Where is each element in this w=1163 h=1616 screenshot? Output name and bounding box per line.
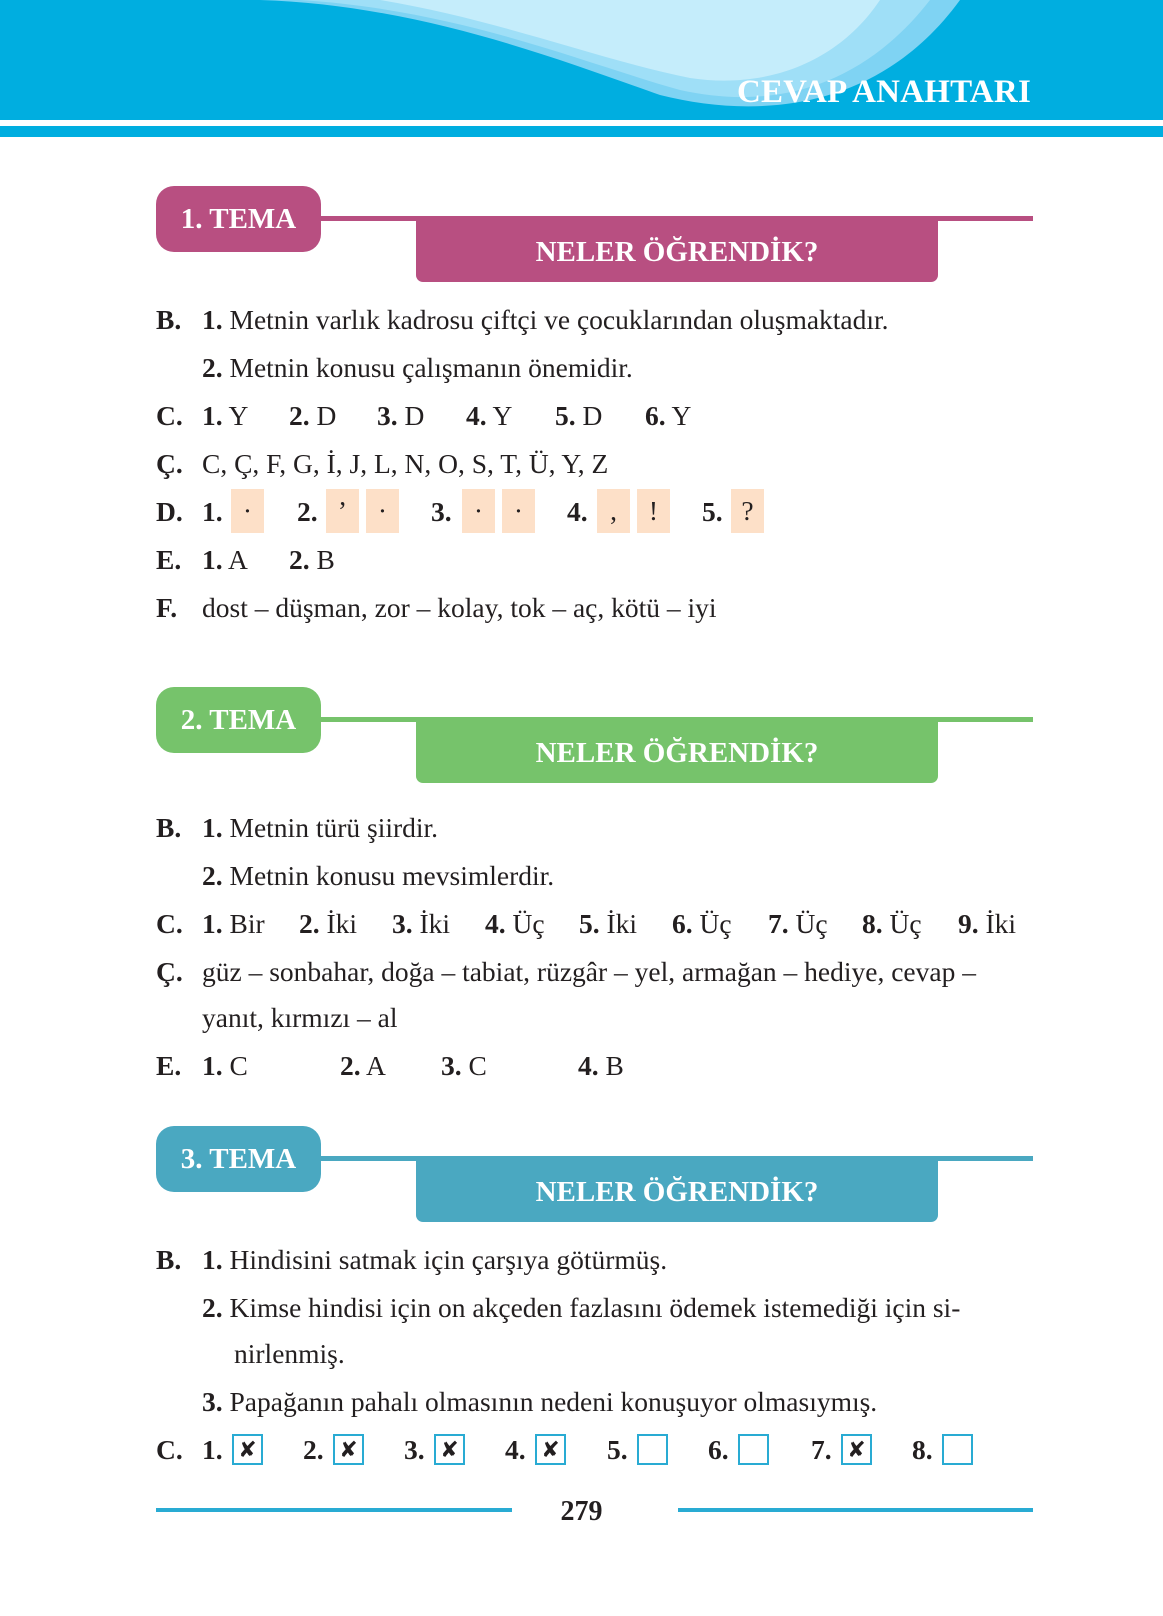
item-number: 3. bbox=[441, 1050, 462, 1081]
item-number: 1. bbox=[202, 1434, 223, 1465]
tema1-f-label: F. bbox=[156, 592, 178, 623]
tema2-header bbox=[0, 687, 1163, 787]
punctuation-box: , bbox=[597, 489, 630, 533]
answer-value: B bbox=[316, 544, 335, 575]
item-number: 4. bbox=[485, 908, 506, 939]
item-number: 2. bbox=[289, 544, 310, 575]
tema1-heading: NELER ÖĞRENDİK? bbox=[416, 216, 938, 282]
header-title: CEVAP ANAHTARI bbox=[736, 74, 1031, 110]
item-number: 1. bbox=[202, 304, 223, 335]
item-number: 2. bbox=[299, 908, 320, 939]
answer-text: Metnin konusu mevsimlerdir. bbox=[229, 860, 555, 891]
answer-text: Hindisini satmak için çarşıya götürmüş. bbox=[229, 1244, 668, 1275]
punctuation-box: · bbox=[462, 489, 495, 533]
item-number: 6. bbox=[708, 1434, 729, 1465]
item-number: 4. bbox=[505, 1434, 526, 1465]
answer-value: Y bbox=[671, 400, 692, 431]
item-number: 4. bbox=[578, 1050, 599, 1081]
tema2-b-label: B. bbox=[156, 812, 182, 843]
answer-value: D bbox=[582, 400, 603, 431]
item-number: 8. bbox=[912, 1434, 933, 1465]
page-header bbox=[0, 0, 1163, 145]
tema1-header bbox=[0, 186, 1163, 286]
answer-value: İki bbox=[985, 908, 1017, 939]
answer-value: Üç bbox=[889, 908, 922, 939]
answer-value: B bbox=[605, 1050, 624, 1081]
item-number: 3. bbox=[377, 400, 398, 431]
item-number: 1. bbox=[202, 400, 223, 431]
answer-value: C bbox=[468, 1050, 487, 1081]
answer-text: Kimse hindisi için on akçeden fazlasını ödemek istemediği için si- bbox=[229, 1292, 961, 1323]
empty-box bbox=[942, 1434, 973, 1465]
cross-mark-box: ✘ bbox=[333, 1434, 364, 1465]
item-number: 1. bbox=[202, 908, 223, 939]
punctuation-box: · bbox=[502, 489, 535, 533]
answer-value: İki bbox=[606, 908, 638, 939]
item-number: 8. bbox=[862, 908, 883, 939]
tema3-label: 3. TEMA bbox=[156, 1126, 321, 1192]
empty-box bbox=[738, 1434, 769, 1465]
tema2-e-label: E. bbox=[156, 1050, 182, 1081]
item-number: 5. bbox=[555, 400, 576, 431]
tema1-label: 1. TEMA bbox=[156, 186, 321, 252]
cross-mark-box: ✘ bbox=[434, 1434, 465, 1465]
answer-value: Bir bbox=[229, 908, 265, 939]
tema2-cc-label: Ç. bbox=[156, 956, 183, 987]
item-number: 2. bbox=[303, 1434, 324, 1465]
item-number: 6. bbox=[645, 400, 666, 431]
item-number: 4. bbox=[466, 400, 487, 431]
item-number: 2. bbox=[340, 1050, 361, 1081]
item-number: 1. bbox=[202, 1050, 223, 1081]
item-number: 4. bbox=[567, 496, 588, 527]
tema3-b-label: B. bbox=[156, 1244, 182, 1275]
item-number: 7. bbox=[811, 1434, 832, 1465]
tema1-d-label: D. bbox=[156, 496, 183, 527]
item-number: 3. bbox=[431, 496, 452, 527]
tema1-cc-label: Ç. bbox=[156, 448, 183, 479]
header-wave-graphic bbox=[0, 0, 1163, 145]
answer-value: Üç bbox=[699, 908, 732, 939]
tema2-c-label: C. bbox=[156, 908, 183, 939]
item-number: 3. bbox=[202, 1386, 223, 1417]
cross-mark-box: ✘ bbox=[232, 1434, 263, 1465]
item-number: 1. bbox=[202, 496, 223, 527]
answer-value: İki bbox=[326, 908, 358, 939]
tema3-header bbox=[0, 1126, 1163, 1226]
punctuation-box: · bbox=[366, 489, 399, 533]
item-number: 5. bbox=[607, 1434, 628, 1465]
answer-text: Metnin türü şiirdir. bbox=[229, 812, 439, 843]
item-number: 1. bbox=[202, 812, 223, 843]
item-number: 2. bbox=[202, 1292, 223, 1323]
answer-value: Üç bbox=[795, 908, 828, 939]
tema1-e-label: E. bbox=[156, 544, 182, 575]
item-number: 5. bbox=[579, 908, 600, 939]
tema2-heading: NELER ÖĞRENDİK? bbox=[416, 717, 938, 783]
punctuation-box: ’ bbox=[326, 489, 359, 533]
empty-box bbox=[637, 1434, 668, 1465]
answer-value: C bbox=[229, 1050, 248, 1081]
item-number: 7. bbox=[768, 908, 789, 939]
answer-value: D bbox=[316, 400, 337, 431]
answer-value: Y bbox=[228, 400, 249, 431]
answer-text: C, Ç, F, G, İ, J, L, N, O, S, T, Ü, Y, Z bbox=[202, 448, 609, 479]
tema1-b-label: B. bbox=[156, 304, 182, 335]
tema1-c-label: C. bbox=[156, 400, 183, 431]
cross-mark-box: ✘ bbox=[841, 1434, 872, 1465]
punctuation-box: · bbox=[231, 489, 264, 533]
cross-mark-box: ✘ bbox=[535, 1434, 566, 1465]
tema2-label: 2. TEMA bbox=[156, 687, 321, 753]
item-number: 3. bbox=[404, 1434, 425, 1465]
answer-text: Metnin varlık kadrosu çiftçi ve çocuklarından oluşmaktadır. bbox=[229, 304, 889, 335]
punctuation-box: ? bbox=[731, 489, 764, 533]
answer-text: güz – sonbahar, doğa – tabiat, rüzgâr – yel, armağan – hediye, cevap – bbox=[202, 956, 976, 987]
answer-text: dost – düşman, zor – kolay, tok – aç, kötü – iyi bbox=[202, 592, 717, 623]
item-number: 6. bbox=[672, 908, 693, 939]
answer-value: İki bbox=[419, 908, 451, 939]
answer-value: D bbox=[404, 400, 425, 431]
item-number: 2. bbox=[202, 860, 223, 891]
item-number: 2. bbox=[297, 496, 318, 527]
item-number: 2. bbox=[202, 352, 223, 383]
answer-text: yanıt, kırmızı – al bbox=[202, 1002, 398, 1033]
item-number: 3. bbox=[392, 908, 413, 939]
answer-value: Y bbox=[492, 400, 513, 431]
answer-text: Metnin konusu çalışmanın önemidir. bbox=[229, 352, 633, 383]
answer-value: A bbox=[227, 544, 248, 575]
tema3-c-label: C. bbox=[156, 1434, 183, 1465]
item-number: 1. bbox=[202, 1244, 223, 1275]
answer-value: A bbox=[365, 1050, 386, 1081]
answer-text: nirlenmiş. bbox=[234, 1338, 345, 1369]
tema3-heading: NELER ÖĞRENDİK? bbox=[416, 1156, 938, 1222]
page-number: 279 bbox=[560, 1496, 603, 1527]
answer-value: Üç bbox=[512, 908, 545, 939]
item-number: 5. bbox=[702, 496, 723, 527]
answer-text: Papağanın pahalı olmasının nedeni konuşuyor olmasıymış. bbox=[229, 1386, 878, 1417]
item-number: 1. bbox=[202, 544, 223, 575]
item-number: 2. bbox=[289, 400, 310, 431]
punctuation-box: ! bbox=[637, 489, 670, 533]
item-number: 9. bbox=[958, 908, 979, 939]
